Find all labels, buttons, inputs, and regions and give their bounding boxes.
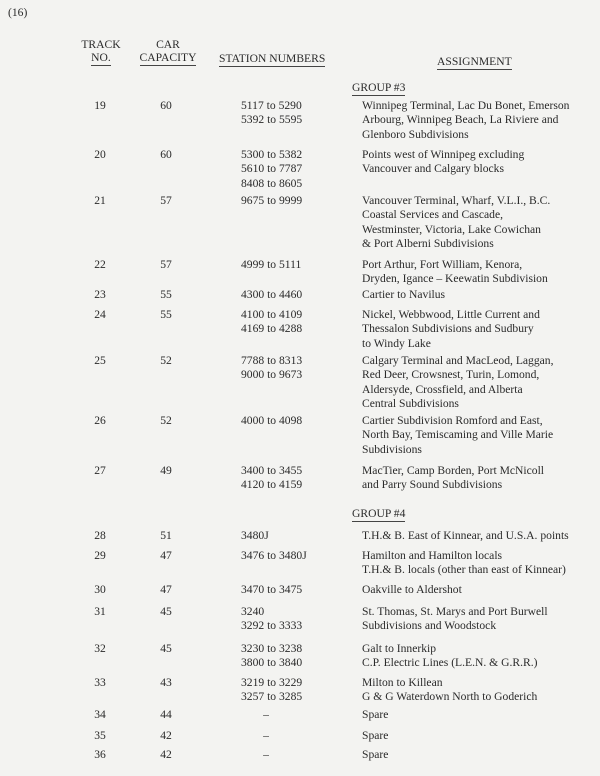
assignment bbox=[362, 708, 388, 722]
station-numbers bbox=[241, 748, 291, 762]
group-heading-wrap bbox=[352, 507, 405, 521]
assignment-line: Glenboro Subdivisions bbox=[362, 127, 469, 141]
car-capacity: 55 bbox=[160, 308, 172, 321]
track-number: 31 bbox=[94, 605, 106, 618]
assignment-line: C.P. Electric Lines (L.E.N. & G.R.R.) bbox=[362, 656, 538, 670]
assignment-line: Red Deer, Crowsnest, Turin, Lomond, bbox=[362, 368, 540, 382]
header-track bbox=[80, 38, 122, 64]
assignment-line: G & G Waterdown North to Goderich bbox=[362, 690, 538, 704]
station-range: – bbox=[263, 729, 269, 742]
assignment bbox=[362, 583, 462, 597]
assignment bbox=[362, 354, 554, 412]
station-range: 9000 to 9673 bbox=[241, 368, 303, 382]
assignment bbox=[362, 642, 538, 671]
group-heading-wrap bbox=[352, 81, 405, 95]
station-numbers bbox=[241, 258, 301, 272]
assignment-line: Arbourg, Winnipeg Beach, La Riviere and bbox=[362, 113, 559, 127]
assignment-line: Subdivisions bbox=[362, 442, 422, 456]
track-number: 35 bbox=[94, 729, 106, 742]
track-number: 36 bbox=[94, 748, 106, 761]
track-number: 20 bbox=[94, 148, 106, 161]
assignment bbox=[362, 308, 540, 351]
header-stations: STATION NUMBERS bbox=[219, 52, 326, 65]
assignment-line: Points west of Winnipeg excluding bbox=[362, 148, 525, 161]
station-numbers bbox=[241, 708, 291, 722]
station-range: 3400 to 3455 bbox=[241, 464, 303, 477]
station-range: 3257 to 3285 bbox=[241, 690, 303, 704]
assignment-line: Westminster, Victoria, Lake Cowichan bbox=[362, 222, 541, 236]
assignment-line: Milton to Killean bbox=[362, 676, 443, 689]
car-capacity: 52 bbox=[160, 414, 172, 427]
track-number: 32 bbox=[94, 642, 106, 655]
assignment-line: Cartier Subdivision Romford and East, bbox=[362, 414, 543, 427]
assignment-line: Port Arthur, Fort William, Kenora, bbox=[362, 258, 523, 271]
header-assignment: ASSIGNMENT bbox=[437, 55, 512, 68]
station-range: 3292 to 3333 bbox=[241, 619, 303, 633]
car-capacity: 42 bbox=[160, 748, 172, 761]
assignment-line: Spare bbox=[362, 748, 389, 761]
assignment-line: to Windy Lake bbox=[362, 336, 431, 350]
assignment bbox=[362, 194, 550, 252]
track-number: 24 bbox=[94, 308, 106, 321]
assignment bbox=[362, 288, 445, 302]
station-range: 3476 to 3480J bbox=[241, 549, 307, 562]
car-capacity: 45 bbox=[160, 605, 172, 618]
header-capacity bbox=[134, 38, 202, 64]
station-numbers bbox=[241, 354, 302, 383]
station-range: 3470 to 3475 bbox=[241, 583, 303, 596]
station-numbers bbox=[241, 148, 302, 191]
station-range: – bbox=[263, 708, 269, 721]
assignment bbox=[362, 99, 569, 142]
station-range: 3230 to 3238 bbox=[241, 642, 303, 655]
assignment-line: St. Thomas, St. Marys and Port Burwell bbox=[362, 605, 548, 618]
assignment-line: Central Subdivisions bbox=[362, 397, 459, 411]
station-range: 5117 to 5290 bbox=[241, 99, 302, 112]
station-range: 3240 bbox=[241, 605, 265, 618]
station-numbers bbox=[241, 676, 302, 705]
station-numbers bbox=[241, 729, 291, 743]
car-capacity: 51 bbox=[160, 529, 172, 542]
station-range: 4999 to 5111 bbox=[241, 258, 302, 271]
station-numbers bbox=[241, 464, 302, 493]
assignment bbox=[362, 414, 553, 457]
station-range: 9675 to 9999 bbox=[241, 194, 303, 207]
assignment-line: Subdivisions and Woodstock bbox=[362, 619, 497, 633]
car-capacity: 55 bbox=[160, 288, 172, 301]
assignment bbox=[362, 729, 388, 743]
assignment-line: Winnipeg Terminal, Lac Du Bonet, Emerson bbox=[362, 99, 570, 112]
car-capacity: 57 bbox=[160, 194, 172, 207]
car-capacity: 60 bbox=[160, 99, 172, 112]
assignment-line: Vancouver and Calgary blocks bbox=[362, 162, 504, 176]
assignment bbox=[362, 148, 524, 177]
station-range: 4300 to 4460 bbox=[241, 288, 303, 301]
station-numbers bbox=[241, 529, 269, 543]
assignment-line: Calgary Terminal and MacLeod, Laggan, bbox=[362, 354, 554, 367]
station-range: 3219 to 3229 bbox=[241, 676, 303, 689]
assignment-line: Spare bbox=[362, 708, 389, 721]
header-capacity-line2: CAPACITY bbox=[139, 51, 197, 64]
assignment-line: Dryden, Igance – Keewatin Subdivision bbox=[362, 272, 548, 286]
assignment-line: Nickel, Webbwood, Little Current and bbox=[362, 308, 540, 321]
station-numbers bbox=[241, 194, 302, 208]
station-range: 4100 to 4109 bbox=[241, 308, 303, 321]
station-numbers bbox=[241, 583, 302, 597]
header-track-line1: TRACK bbox=[81, 38, 121, 51]
station-numbers bbox=[241, 414, 302, 428]
track-number: 27 bbox=[94, 464, 106, 477]
track-number: 29 bbox=[94, 549, 106, 562]
assignment-line: Thessalon Subdivisions and Sudbury bbox=[362, 322, 534, 336]
track-number: 28 bbox=[94, 529, 106, 542]
station-range: 3800 to 3840 bbox=[241, 656, 303, 670]
assignment-line: Coastal Services and Cascade, bbox=[362, 208, 504, 222]
car-capacity: 43 bbox=[160, 676, 172, 689]
track-number: 19 bbox=[94, 99, 106, 112]
assignment-line: Hamilton and Hamilton locals bbox=[362, 549, 503, 562]
group-heading: GROUP #3 bbox=[352, 81, 406, 94]
assignment-line: & Port Alberni Subdivisions bbox=[362, 237, 494, 251]
assignment-line: Galt to Innerkip bbox=[362, 642, 437, 655]
station-range: 8408 to 8605 bbox=[241, 176, 303, 190]
assignment bbox=[362, 258, 548, 287]
assignment bbox=[362, 605, 548, 634]
assignment-line: T.H.& B. locals (other than east of Kinnear) bbox=[362, 563, 566, 577]
car-capacity: 45 bbox=[160, 642, 172, 655]
assignment-line: Aldersyde, Crossfield, and Alberta bbox=[362, 382, 523, 396]
assignment-line: T.H.& B. East of Kinnear, and U.S.A. points bbox=[362, 529, 569, 542]
car-capacity: 52 bbox=[160, 354, 172, 367]
track-number: 21 bbox=[94, 194, 106, 207]
assignment-line: Cartier to Navilus bbox=[362, 288, 446, 301]
car-capacity: 60 bbox=[160, 148, 172, 161]
station-numbers bbox=[241, 642, 302, 671]
header-capacity-line1: CAR bbox=[156, 38, 180, 51]
track-number: 26 bbox=[94, 414, 106, 427]
assignment-line: and Parry Sound Subdivisions bbox=[362, 478, 503, 492]
car-capacity: 42 bbox=[160, 729, 172, 742]
assignment-line: Vancouver Terminal, Wharf, V.L.I., B.C. bbox=[362, 194, 551, 207]
assignment bbox=[362, 748, 388, 762]
station-range: 4169 to 4288 bbox=[241, 322, 303, 336]
assignment bbox=[362, 676, 537, 705]
assignment-line: Oakville to Aldershot bbox=[362, 583, 462, 596]
track-number: 22 bbox=[94, 258, 106, 271]
station-range: 3480J bbox=[241, 529, 269, 542]
assignment bbox=[362, 464, 544, 493]
station-numbers bbox=[241, 549, 307, 563]
car-capacity: 49 bbox=[160, 464, 172, 477]
car-capacity: 44 bbox=[160, 708, 172, 721]
car-capacity: 47 bbox=[160, 549, 172, 562]
assignment-line: North Bay, Temiscaming and Ville Marie bbox=[362, 428, 554, 442]
assignment bbox=[362, 549, 566, 578]
assignment-line: Spare bbox=[362, 729, 389, 742]
car-capacity: 47 bbox=[160, 583, 172, 596]
station-numbers bbox=[241, 308, 302, 337]
track-number: 34 bbox=[94, 708, 106, 721]
assignment-line: MacTier, Camp Borden, Port McNicoll bbox=[362, 464, 545, 477]
group-heading: GROUP #4 bbox=[352, 507, 406, 520]
station-numbers bbox=[241, 605, 302, 634]
track-number: 33 bbox=[94, 676, 106, 689]
station-range: 7788 to 8313 bbox=[241, 354, 303, 367]
page-number: (16) bbox=[8, 6, 28, 19]
station-range: 5300 to 5382 bbox=[241, 148, 303, 161]
track-number: 25 bbox=[94, 354, 106, 367]
station-range: – bbox=[263, 748, 269, 761]
station-range: 5610 to 7787 bbox=[241, 162, 303, 176]
station-range: 5392 to 5595 bbox=[241, 113, 303, 127]
station-range: 4120 to 4159 bbox=[241, 478, 303, 492]
assignment bbox=[362, 529, 569, 543]
station-numbers bbox=[241, 288, 302, 302]
station-range: 4000 to 4098 bbox=[241, 414, 303, 427]
car-capacity: 57 bbox=[160, 258, 172, 271]
station-numbers bbox=[241, 99, 302, 128]
track-number: 30 bbox=[94, 583, 106, 596]
track-number: 23 bbox=[94, 288, 106, 301]
header-track-line2: NO. bbox=[91, 51, 111, 64]
